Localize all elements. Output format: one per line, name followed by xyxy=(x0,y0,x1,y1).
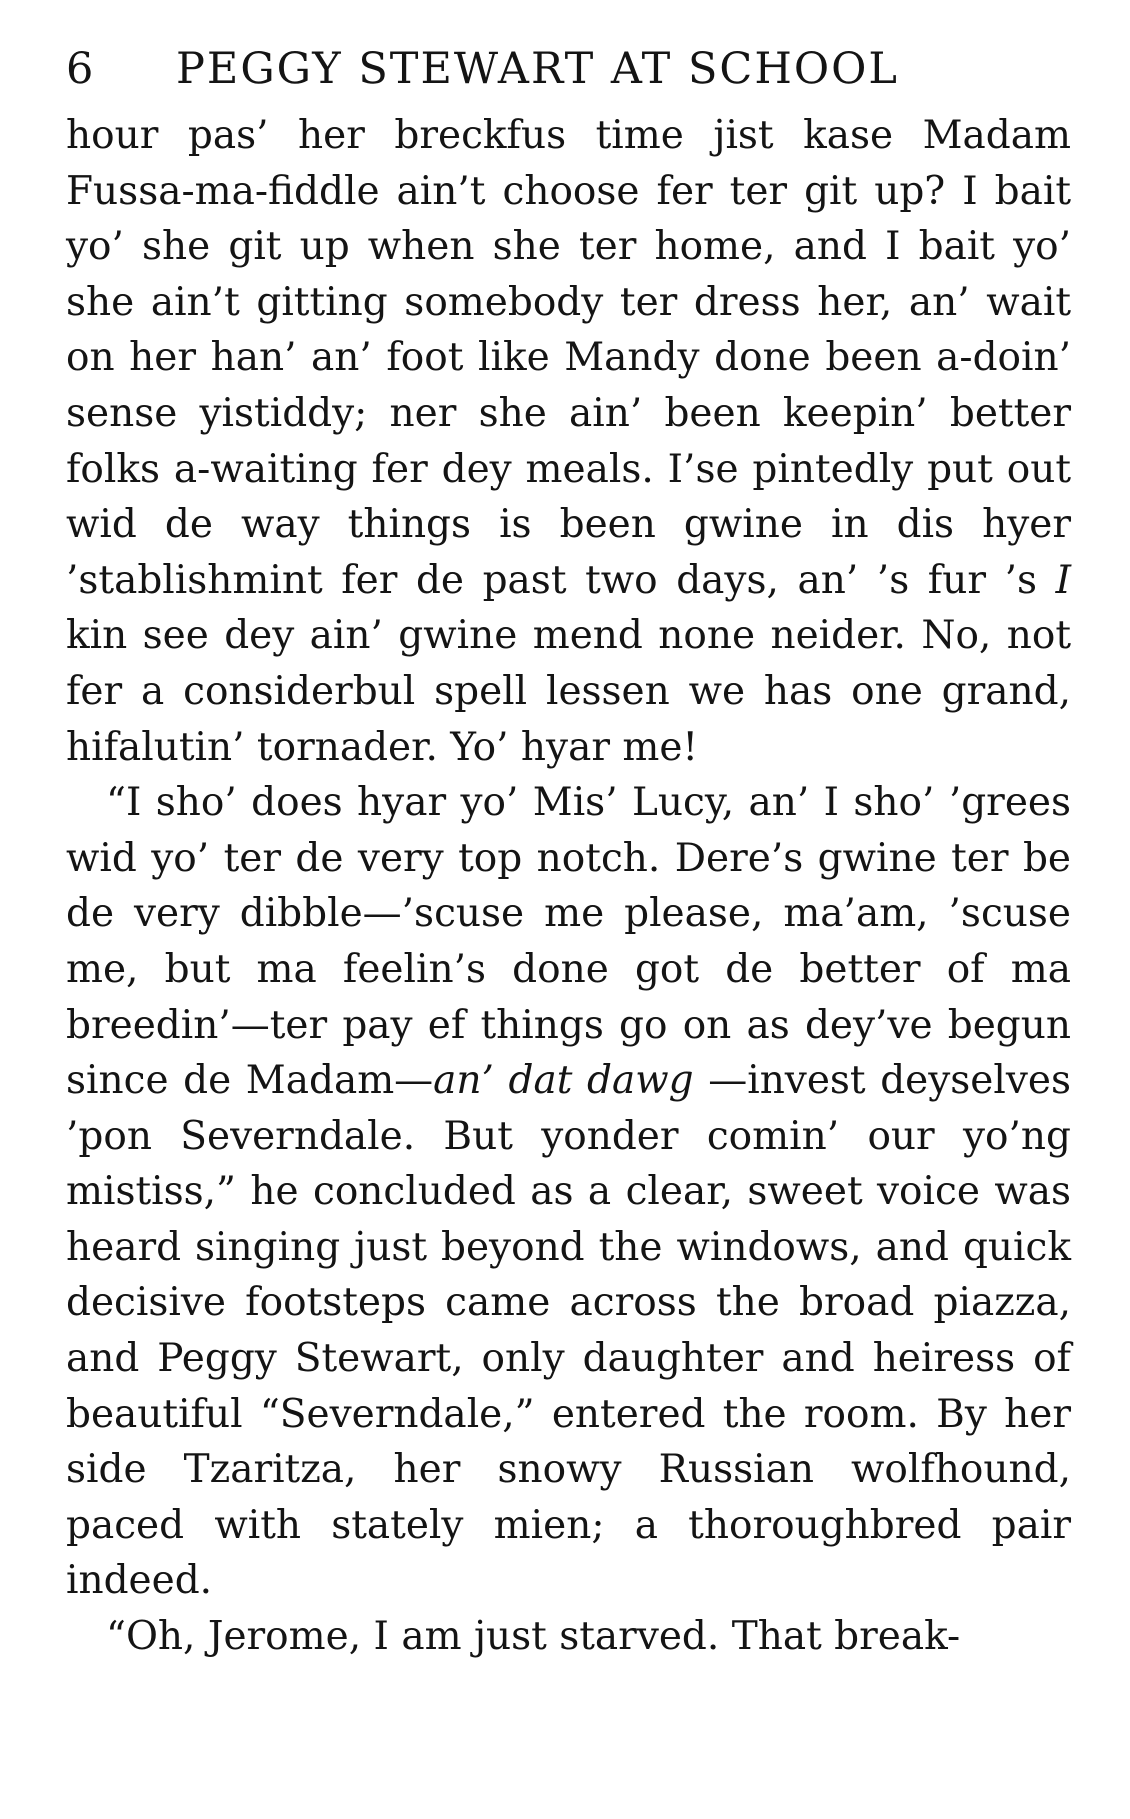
paragraph-1-text-b: kin see dey ain’ gwine mend none neider. No, not fer a considerbul spell lessen we has one grand, hifalutin’ tornader. Yo’ hyar me! xyxy=(66,613,1071,770)
paragraph-3-text: “Oh, Jerome, I am just starved. That break- xyxy=(106,1614,961,1660)
paragraph-2 xyxy=(66,775,1071,1609)
paragraph-1-text-a: hour pas’ her breckfus time jist kase Madam Fussa-ma-fiddle ain’t choose fer ter git up? I bait yo’ she git up when she ter home, and I bait yo’ she ain’t gitting somebody ter dress her, an’ wait on her han’ an’ foot like Mandy done been a-doin’ sense yistiddy; ner she ain’ been keepin’ better folks a-waiting fer dey meals. I’se pintedly put out wid de way things is been gwine in dis hyer ’stablishmint fer de past two days, an’ ’s fur ’s xyxy=(66,113,1071,603)
page-number: 6 xyxy=(66,44,95,94)
book-page xyxy=(66,44,1071,1665)
paragraph-1 xyxy=(66,108,1071,775)
paragraph-2-text-a: “I sho’ does hyar yo’ Mis’ Lucy, an’ I sho’ ’grees wid yo’ ter de very top notch. Dere’s gwine ter be de very dibble—’scuse me please, ma’am, ’scuse me, but ma feelin’s done got de better of ma breedin’—ter pay ef things go on as dey’ve begun since de Madam— xyxy=(66,780,1071,1104)
body-text xyxy=(66,108,1071,1665)
running-head xyxy=(66,44,1071,94)
running-title: PEGGY STEWART AT SCHOOL xyxy=(176,44,899,94)
paragraph-1-italic-i: I xyxy=(1055,557,1071,603)
paragraph-2-text-b: —invest deyselves ’pon Severndale. But yonder comin’ our yo’ng mistiss,” he concluded as a clear, sweet voice was heard singing just beyond the windows, and quick decisive footsteps came across the broad piazza, and Peggy Stewart, only daughter and heiress of beautiful “Severndale,” entered the room. By her side Tzaritza, her snowy Russian wolfhound, paced with stately mien; a thoroughbred pair indeed. xyxy=(66,1058,1071,1604)
paragraph-3 xyxy=(66,1609,1071,1665)
paragraph-2-italic-dawg: an’ dat dawg xyxy=(433,1058,694,1104)
